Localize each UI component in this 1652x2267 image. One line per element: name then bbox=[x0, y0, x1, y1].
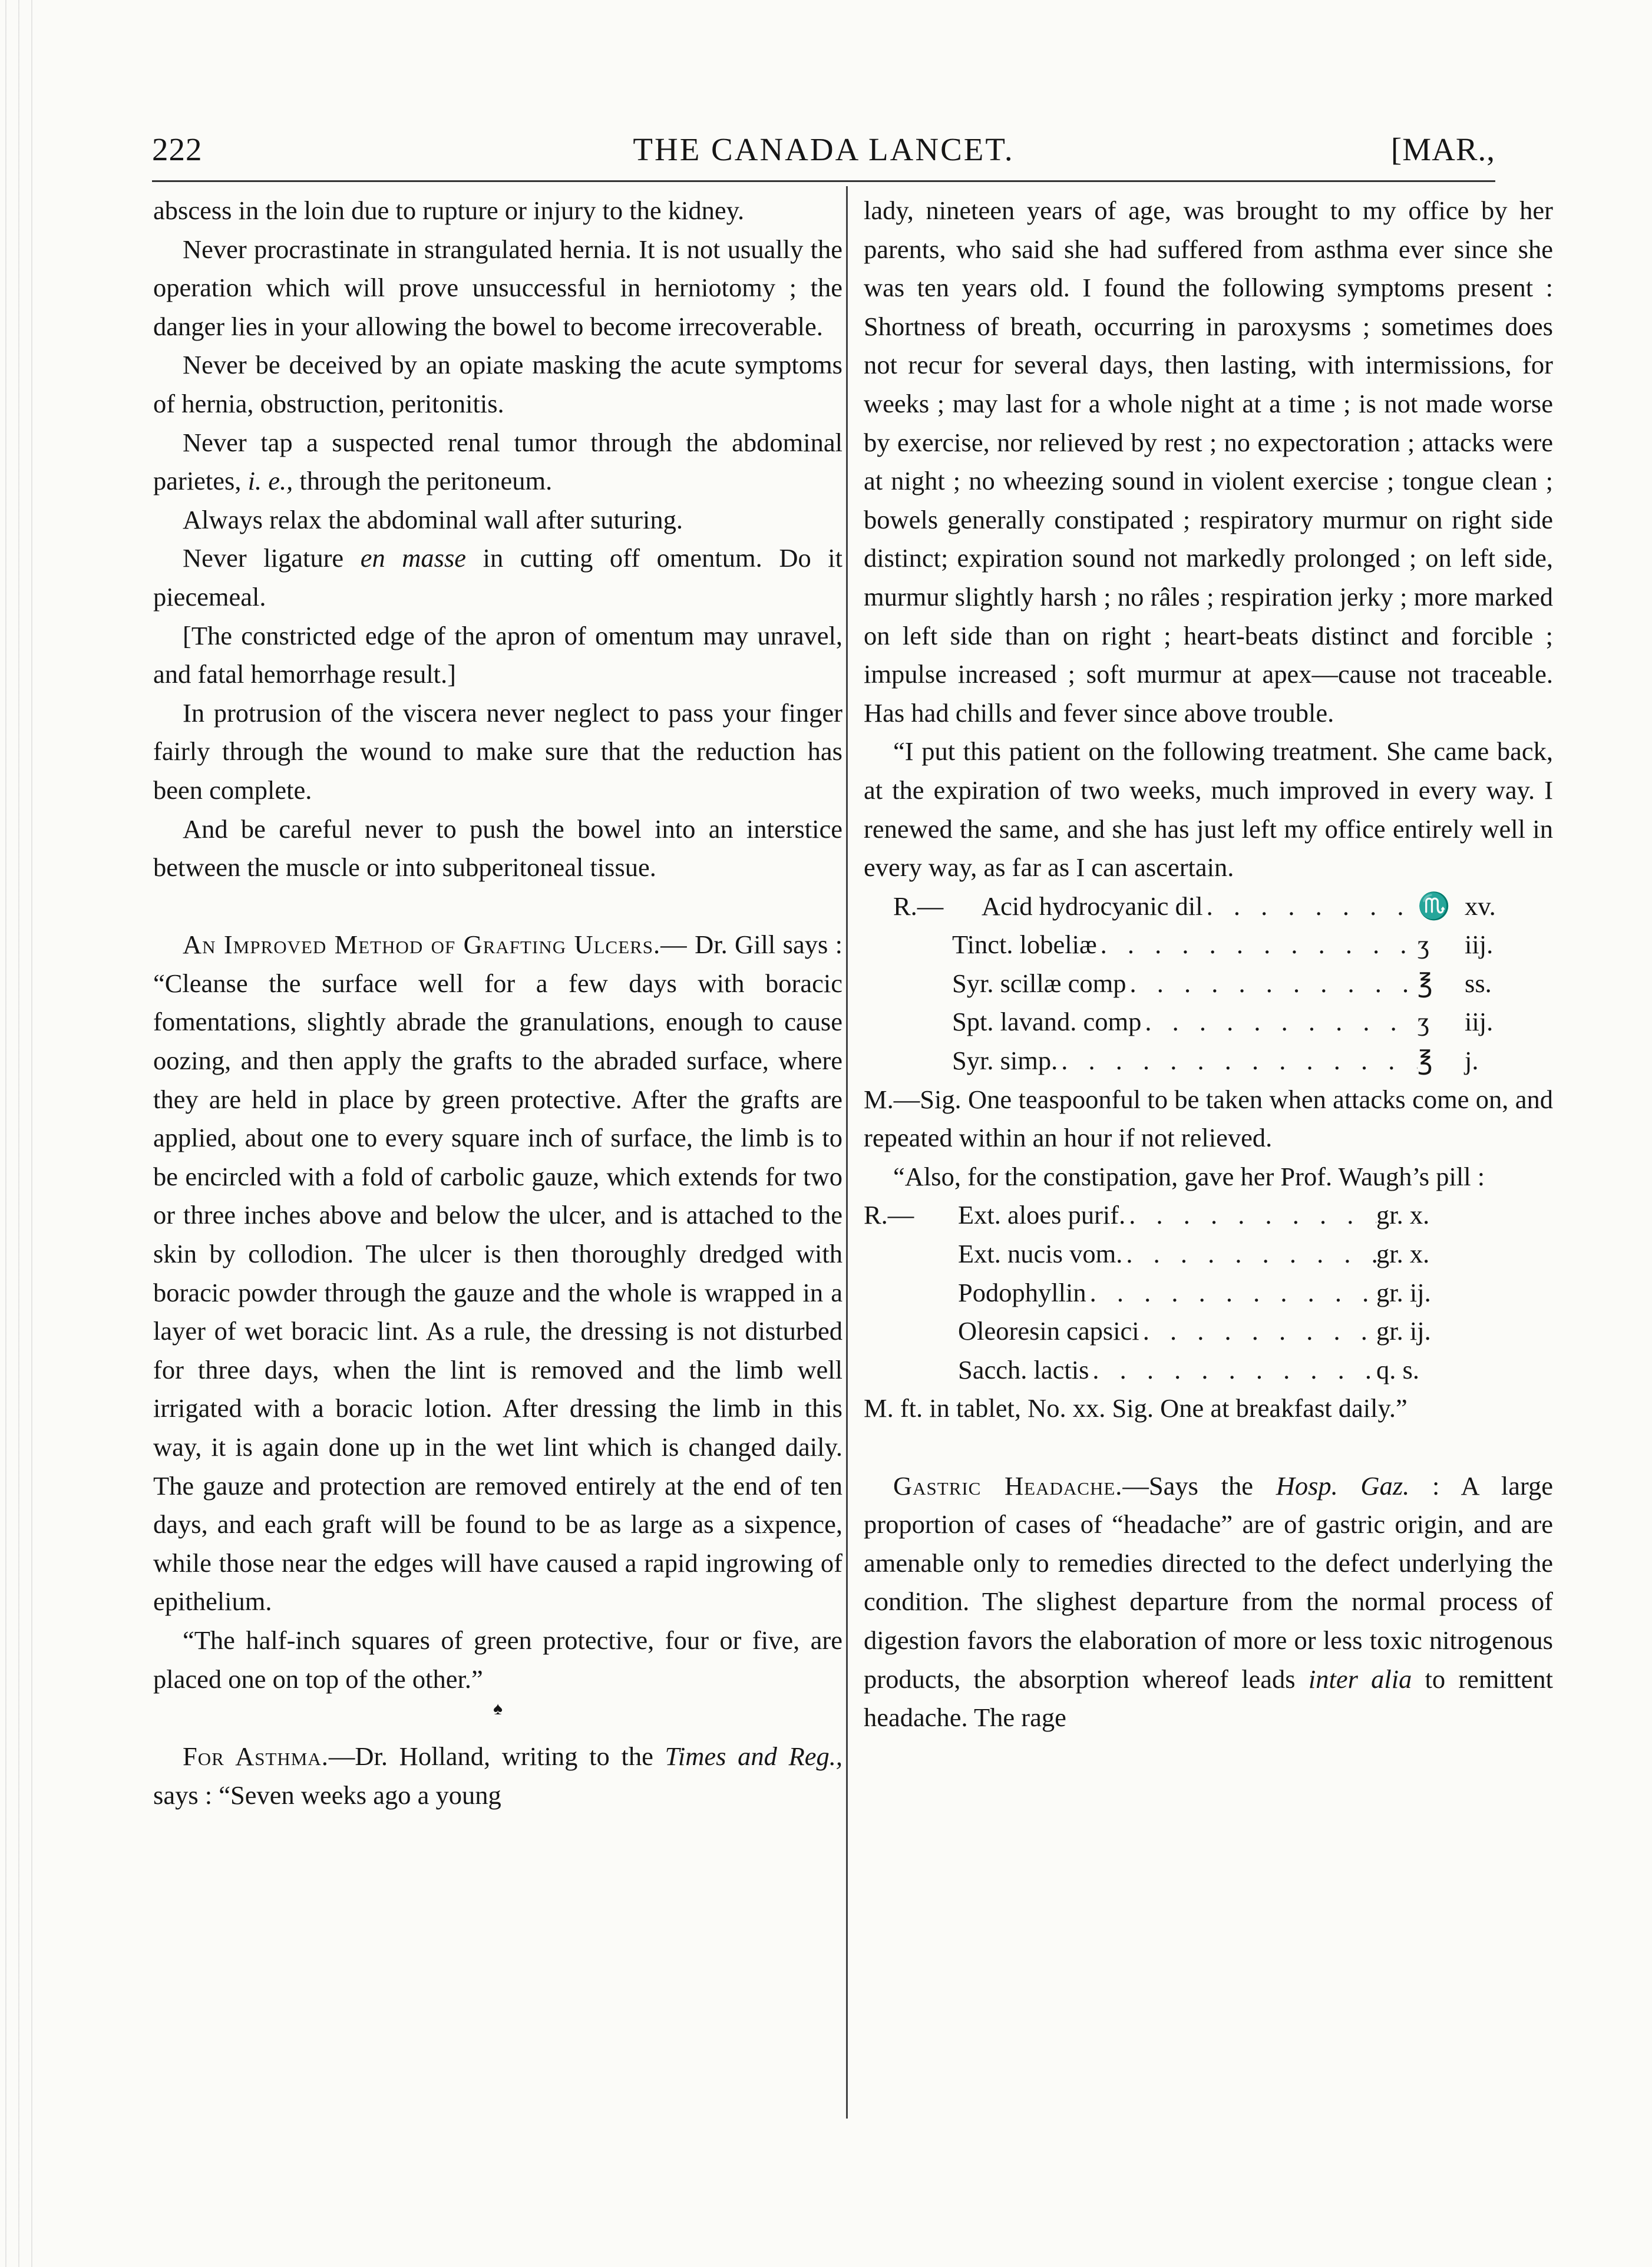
paragraph bbox=[153, 424, 842, 501]
rx-item: Sacch. lactis bbox=[958, 1354, 1089, 1384]
rx-item: Ext. nucis vom. bbox=[958, 1239, 1123, 1269]
text-run: Never tap a suspected renal tumor through the abdominal parietes, bbox=[153, 427, 842, 496]
journal-title: THE CANADA LANCET. bbox=[633, 131, 1015, 167]
paragraph: Never be deceived by an opiate masking the acute symptoms of hernia, obstruction, peritonitis. bbox=[153, 350, 842, 418]
journal-name: Times and Reg., bbox=[665, 1741, 843, 1772]
drachm-icon: ʒ bbox=[1418, 1007, 1429, 1037]
rx-qty: iij. bbox=[1465, 1007, 1494, 1037]
ornament-icon: ♠ bbox=[493, 1699, 503, 1719]
minim-icon: ♏ bbox=[1418, 891, 1451, 921]
text-run: Never ligature bbox=[183, 543, 344, 573]
ulcers-article bbox=[153, 926, 842, 1621]
paragraph: lady, nineteen years of age, was brought to my office by her parents, who said she had suffered from asthma ever since she was ten years old. I found the following symptoms present : Shortness of breath, occurring in paroxysms ; sometimes does not recur for several days, then lasting, with intermissions, for weeks ; may last for a whole night at a time ; is not made worse by exercise, nor relieved by rest ; no expectoration ; attacks were at night ; no wheezing sound in violent exercise ; tongue clean ; bowels generally constipated ; respiratory murmur on right side distinct; expiration sound not markedly prolonged ; on left side, murmur slightly harsh ; no râles ; respiration jerky ; more marked on left side than on right ; heart-beats distinct and forcible ; impulse increased ; soft murmur at apex—cause not traceable. Has had chills and fever since above trouble. bbox=[864, 196, 1553, 728]
prescription-row bbox=[864, 1312, 1553, 1351]
section-heading: Gastric Headache. bbox=[893, 1470, 1123, 1501]
rx-qty: iij. bbox=[1465, 930, 1494, 960]
prescription-row bbox=[864, 1235, 1553, 1274]
paragraph: In protrusion of the viscera never neglect to pass your finger fairly through the wound to make sure that the reduction has been complete. bbox=[153, 698, 842, 805]
right-column bbox=[864, 191, 1553, 1737]
italic-text: en masse bbox=[360, 543, 467, 573]
rx-item: Oleoresin capsici bbox=[958, 1316, 1139, 1346]
rx-prefix: R.— bbox=[864, 1200, 914, 1230]
paragraph bbox=[153, 539, 842, 616]
prescription-row bbox=[864, 1351, 1553, 1390]
paragraph: Never procrastinate in strangulated hernia. It is not usually the operation which will prove unsuccessful in herniotomy ; the danger lies in your allowing the bowel to become irrecoverable. bbox=[153, 234, 842, 341]
prescription-row bbox=[864, 1042, 1553, 1080]
article-text: Dr. Gill says : “Cleanse the surface well for a few days with boracic fomentations, slightly abrade the granulations, enough to cause oozing, and then apply the grafts to the abraded surface, where they are held in place by green protective. After the grafts are applied, about one to every square inch of surface, the limb is to be encircled with a fold of carbolic gauze, which extends for two or three inches above and below the ulcer, and is attached to the skin by collodion. The ulcer is then thoroughly dredged with boracic powder through the gauze and the whole is wrapped in a layer of wet boracic lint. As a rule, the dressing is not disturbed for three days, when the lint is removed and the limb well irrigated with a boracic lotion. After dressing the limb in this way, it is again done up in the wet lint which is changed daily. The gauze and protection are removed entirely at the end of ten days, and each graft will be found to be as large as a sixpence, while those near the edges will have caused a rapid ingrowing of epithelium. bbox=[153, 930, 843, 1617]
ounce-icon: ℥ bbox=[1418, 1046, 1433, 1076]
rx-prefix: R.— bbox=[893, 891, 944, 921]
prescription-row bbox=[864, 887, 1553, 926]
rx-item: Syr. scillæ comp bbox=[952, 968, 1126, 998]
text-run: through the peritoneum. bbox=[299, 466, 553, 496]
section-heading: For Asthma. bbox=[183, 1741, 329, 1772]
header-rule bbox=[152, 180, 1495, 182]
prescription-row bbox=[864, 1274, 1553, 1313]
rx-item: Syr. simp. bbox=[952, 1046, 1058, 1076]
text-run: Dr. Holland, writing to the bbox=[355, 1741, 653, 1772]
prescription-row bbox=[864, 1003, 1553, 1042]
column-divider bbox=[846, 186, 848, 2119]
rx-qty: ss. bbox=[1465, 968, 1492, 998]
paragraph: abscess in the loin due to rupture or injury to the kidney. bbox=[153, 196, 745, 225]
prescription-2 bbox=[864, 1196, 1553, 1389]
italic-text: i. e., bbox=[247, 466, 293, 496]
paragraph: And be careful never to push the bowel into an interstice between the muscle or into subperitoneal tissue. bbox=[153, 814, 842, 883]
paragraph: M. ft. in tablet, No. xx. Sig. One at breakfast daily.” bbox=[864, 1393, 1407, 1423]
left-column bbox=[153, 191, 842, 1815]
rx-item: Tinct. lobeliæ bbox=[952, 930, 1097, 960]
text-run: to remittent headache. The rage bbox=[864, 1664, 1553, 1733]
journal-name: Hosp. Gaz. bbox=[1276, 1470, 1410, 1501]
prescription-row bbox=[864, 964, 1553, 1003]
rx-item: Spt. lavand. comp bbox=[952, 1007, 1142, 1037]
rx-item: Ext. aloes purif. bbox=[958, 1200, 1126, 1230]
italic-text: inter alia bbox=[1308, 1664, 1412, 1694]
page-number: 222 bbox=[152, 131, 203, 167]
text-run: —Says the bbox=[1122, 1470, 1254, 1501]
rx-dose: gr. ij. bbox=[1376, 1277, 1431, 1307]
text-run: — bbox=[328, 1741, 355, 1772]
rx-dose: gr. x. bbox=[1376, 1200, 1430, 1230]
asthma-article bbox=[153, 1737, 842, 1815]
text-run: : A large proportion of cases of “headache” are of gastric origin, and are amenable only to remedies directed to the defect underlying the condition. The slighest departure from the normal process of digestion favors the elaboration of more or less toxic nitrogenous products, the absorption whereof leads bbox=[864, 1470, 1553, 1694]
paragraph: “The half-inch squares of green protective, four or five, are placed one on top of the other.” bbox=[153, 1625, 842, 1694]
prescription-1 bbox=[864, 887, 1553, 1080]
rx-dose: q. s. bbox=[1376, 1354, 1419, 1384]
rx-dose: gr. ij. bbox=[1376, 1316, 1431, 1346]
section-heading: An Improved Method of Grafting Ulcers.— bbox=[183, 930, 688, 960]
rx-item: Acid hydrocyanic dil bbox=[982, 891, 1203, 921]
drachm-icon: ʒ bbox=[1418, 930, 1429, 960]
rx-qty: j. bbox=[1465, 1046, 1479, 1076]
headache-article bbox=[864, 1467, 1553, 1737]
rx-item: Podophyllin bbox=[958, 1277, 1086, 1307]
issue-month: [MAR., bbox=[1390, 131, 1495, 167]
paragraph: “Also, for the constipation, gave her Prof. Waugh’s pill : bbox=[893, 1161, 1485, 1191]
paragraph: M.—Sig. One teaspoonful to be taken when attacks come on, and repeated within an hour if not relieved. bbox=[864, 1084, 1553, 1153]
ounce-icon: ℥ bbox=[1418, 968, 1433, 998]
paragraph: [The constricted edge of the apron of omentum may unravel, and fatal hemorrhage result.] bbox=[153, 620, 842, 689]
rx-qty: xv. bbox=[1465, 891, 1496, 921]
rx-dose: gr. x. bbox=[1376, 1239, 1430, 1269]
paragraph: Always relax the abdominal wall after suturing. bbox=[183, 504, 683, 534]
text-run: says : “Seven weeks ago a young bbox=[153, 1780, 501, 1810]
prescription-row bbox=[864, 926, 1553, 964]
prescription-row bbox=[864, 1196, 1553, 1235]
text-run: in cutting off omentum. Do it piecemeal. bbox=[153, 543, 843, 612]
binding-edge bbox=[0, 0, 41, 2267]
page-header bbox=[152, 131, 1495, 172]
paragraph: “I put this patient on the following treatment. She came back, at the expiration of two weeks, much improved in every way. I renewed the same, and she has just left my office entirely well in every way, as far as I can ascertain. bbox=[864, 736, 1553, 883]
